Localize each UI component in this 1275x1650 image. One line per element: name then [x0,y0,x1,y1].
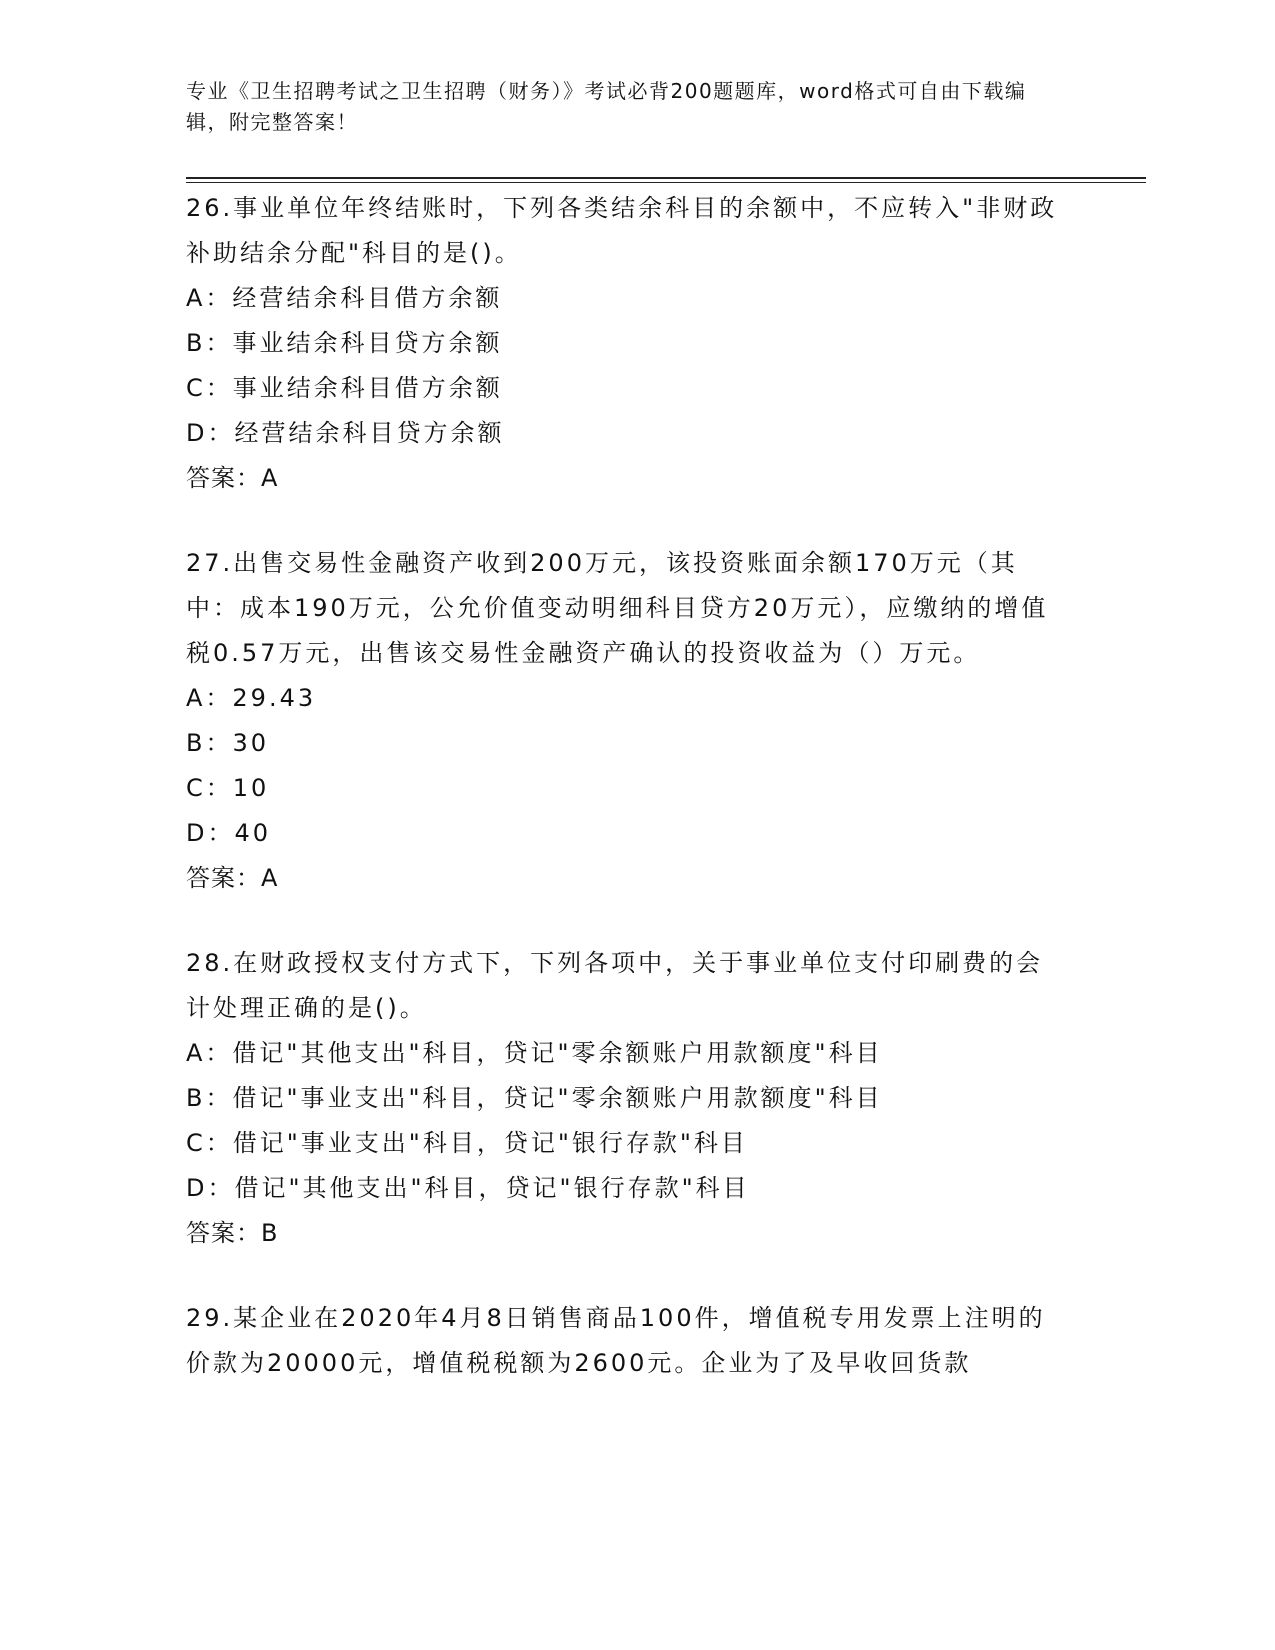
question-29 [186,1296,1066,1386]
answer-label: 答案： [186,1219,261,1247]
option-a: A：经营结余科目借方余额 [186,284,503,312]
question-text: 28.在财政授权支付方式下，下列各项中，关于事业单位支付印刷费的会计处理正确的是()。 [186,949,1044,1022]
option-c: C：事业结余科目借方余额 [186,374,503,402]
option-b: B：事业结余科目贷方余额 [186,329,503,357]
answer [186,856,1066,901]
option-a: A：借记"其他支出"科目，贷记"零余额账户用款额度"科目 [186,1039,883,1067]
option-c: C：10 [186,774,270,802]
answer-value: A [261,864,279,892]
header-rule-thick [186,177,1146,179]
question-28 [186,941,1066,1256]
option-c: C：借记"事业支出"科目，贷记"银行存款"科目 [186,1129,748,1157]
answer [186,1211,1066,1256]
option-d: D：40 [186,819,272,847]
question-text: 26.事业单位年终结账时，下列各类结余科目的余额中，不应转入"非财政补助结余分配"科目的是()。 [186,194,1058,267]
option-d: D：经营结余科目贷方余额 [186,419,505,447]
answer-value: A [261,464,279,492]
answer [186,456,1066,501]
question-text: 27.出售交易性金融资产收到200万元，该投资账面余额170万元（其中：成本190万元，公允价值变动明细科目贷方20万元），应缴纳的增值税0.57万元，出售该交易性金融资产确认的投资收益为（）万元。 [186,549,1049,667]
option-d: D：借记"其他支出"科目，贷记"银行存款"科目 [186,1174,750,1202]
question-26 [186,186,1066,501]
answer-value: B [261,1219,279,1247]
question-list [186,186,1066,1426]
answer-label: 答案： [186,464,261,492]
header-rule-thin [186,182,1146,183]
question-text: 29.某企业在2020年4月8日销售商品100件，增值税专用发票上注明的价款为20000元，增值税税额为2600元。企业为了及早收回货款 [186,1304,1046,1377]
question-27 [186,541,1066,901]
document-header: 专业《卫生招聘考试之卫生招聘（财务）》考试必背200题题库，word格式可自由下载编辑，附完整答案！ [186,79,1027,134]
answer-label: 答案： [186,864,261,892]
option-a: A：29.43 [186,684,317,712]
option-b: B：借记"事业支出"科目，贷记"零余额账户用款额度"科目 [186,1084,883,1112]
option-b: B：30 [186,729,270,757]
